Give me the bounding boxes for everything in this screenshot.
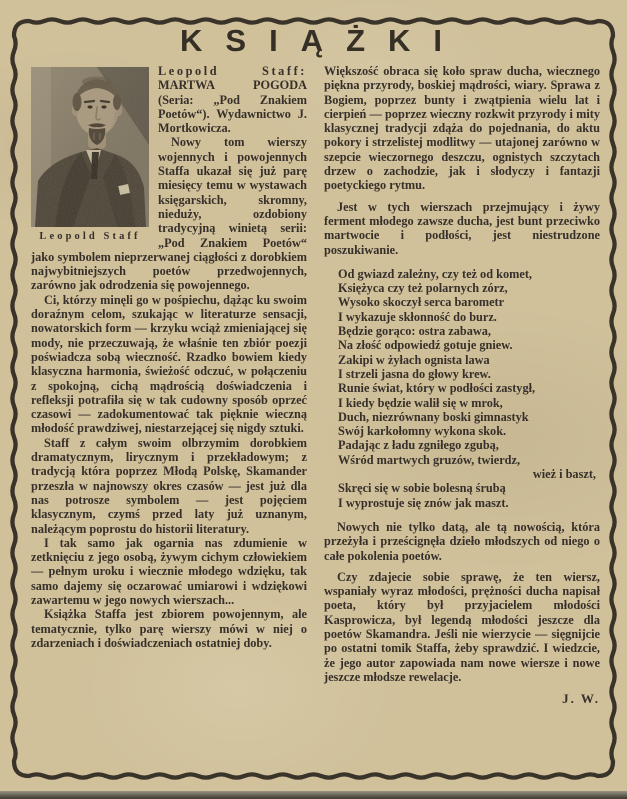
page-title: KSIĄŻKI (180, 23, 465, 58)
poem-line: Od gwiazd zależny, czy też od komet, (338, 266, 532, 281)
paragraph: Ci, którzy minęli go w pośpiechu, dążąc ku swoim doraźnym celom, szukając w literaturze sensacji, nowatorskich form — krzyku wciąż zmieniającej się mody, nie przeczuwają, że właśnie ten zbiór poezji poświadcza sobą wieczność. Rzadko bowiem kiedy klasyczna harmonia, świeżość odczuć, w połączeniu z spokojną, cichą mądrością doświadczenia i refleksji potrafiła się w tak cudowny sposób oprzeć czasowi — zadokumentować tak pięknie wieczną młodość prawdziwej, niestarzejącej się nigdy sztuki. (31, 292, 307, 436)
paragraph: Większość obraca się koło spraw ducha, wiecznego piękna przyrody, boskiej mądrości, wiary. Sprawa z Bogiem, poprzez bunty i zwątpienia wielu lat i cierpień — poprzez wieczny rozkwit przyrody i mity klasycznej tradycji zdąża do pojednania, do aktu pokory i strzelistej modlitwy — utajonej zarówno w szepcie wieczornego deszczu, ognistych szczytach drzew o zachodzie, jak i słodyczy i fantazji poetyckiego rytmu. (324, 64, 600, 193)
photo-figure (31, 67, 149, 244)
poem-line: I strzeli jasna do głowy krew. (338, 366, 491, 381)
book-title: MARTWA POGODA (Seria: „Pod Znakiem Poetów“). Wydawnictwo J. Mortkowicza. (158, 78, 307, 136)
article (31, 64, 600, 769)
poem-line: Skręci się w sobie bolesną śrubą (338, 481, 506, 496)
scan-edge-strip (0, 791, 627, 799)
paragraph: Nowych nie tylko datą, ale tą nowością, która przeżyła i prześcignęła dzieło młodszych od niego o całe pokolenia poetów. (324, 519, 600, 563)
paragraph: Jest w tych wierszach przejmujący i żywy ferment młodego zawsze ducha, jest bunt przeciwko martwocie i podłości, jest niestrudzone poszukiwanie. (324, 199, 600, 257)
left-column (31, 64, 307, 769)
author-byline: Leopold Staff: (158, 64, 307, 78)
paragraph: I tak samo jak ogarnia nas zdumienie w zetknięciu z jego osobą, żywym cichym człowiekiem — pełnym uroku i wiecznie młodego wdzięku, tak samo dajemy się oczarować umiarowi i wdziękowi zawartemu w jego nowych wierszach... (31, 535, 307, 607)
paragraph: Czy zdajecie sobie sprawę, że ten wiersz, wspaniały wyraz młodości, prężności ducha napisał poeta, który był przyjacielem młodości Kasprowicza, był legendą młodości jeszcze dla poetów Skamandra. Jeśli nie wierzycie — sięgnijcie po ostatni tomik Staffa, żeby sprawdzić. I wiedzcie, że jego autor zapowiada nam nowe wiersze i nowe jeszcze młodsze rewelacje. (324, 569, 600, 684)
author-signature: J. W. (562, 691, 600, 707)
poem-line: Padając z ładu zgniłego zgubą, (338, 438, 499, 453)
poem-line: Będzie gorąco: ostra zabawa, (338, 324, 491, 339)
poem-line: Wśród martwych gruzów, twierdz, (338, 452, 521, 467)
leopold-staff-portrait-photo (31, 67, 149, 227)
poem-quote (338, 267, 600, 510)
paragraph: Staff z całym swoim olbrzymim dorobkiem dramatycznym, lirycznym i przekładowym; z tradycją która poprzez Młodą Polskę, Skamander przeszła w najnowszy okres czasów — jest już dla nas potrosze symbolem — jest pojęciem klasycznym, czymś przed laty już uznanym, należącym poprostu do historii literatury. (31, 435, 307, 536)
poem-line-continuation: wież i baszt, (532, 467, 596, 482)
paragraph: Książka Staffa jest zbiorem powojennym, ale tematycznie, tylko parę wierszy mówi w niej o zdarzeniach i doświadczeniach ostatniej doby. (31, 607, 307, 650)
right-column (324, 64, 600, 769)
poem-line: Duch, niezrównany boski gimnastyk (338, 409, 529, 424)
paragraph: Nowy tom wierszy wojennych i powojennych Staffa ukazał się już parę miesięcy temu w wystawach księgarskich, skromny, nieduży, ozdobiony tradycyjną winietą serii: „Pod Znakiem Poetów“ jako symbolem nieprzerwanej ciągłości z dorobkiem najwybitniejszych poetów przedwojennych, zarówno jak odrodzenia się powojennego. (31, 135, 307, 293)
poem-line: Zakipi w żyłach ognista lawa (338, 352, 490, 367)
poem-line: Wysoko skoczył serca barometr (338, 295, 505, 310)
poem-line: Na złość odpowiedź gotuje gniew. (338, 338, 513, 353)
poem-line: Księżyca czy też polarnych zórz, (338, 281, 508, 296)
poem-line: I kiedy będzie walił się w mrok, (338, 395, 503, 410)
poem-line: I wyprostuje się znów jak maszt. (338, 495, 509, 510)
poem-line: Runie świat, który w podłości zastygł, (338, 381, 536, 396)
poem-line: I wykazuje skłonność do burz. (338, 309, 497, 324)
photo-caption: Leopold Staff (39, 231, 141, 242)
poem-line: Swój karkołomny wykona skok. (338, 424, 507, 439)
